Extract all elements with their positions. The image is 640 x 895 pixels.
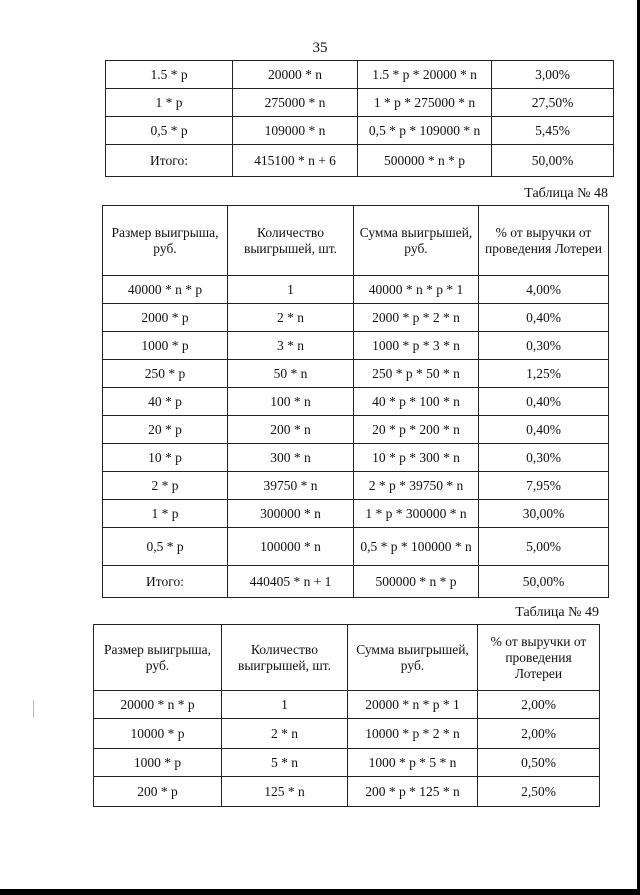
- revenue-percent-cell: 50,00%: [492, 145, 614, 177]
- total-row: [103, 566, 609, 598]
- prize-sum-cell: 0,5 * p * 100000 * n: [354, 528, 479, 566]
- prize-table-48: [102, 205, 609, 598]
- scan-mark: [33, 700, 34, 718]
- revenue-percent-cell: 0,40%: [479, 416, 609, 444]
- table-row: [106, 89, 614, 117]
- prize-size-cell: 0,5 * p: [106, 117, 233, 145]
- header-prize-count: Количество выигрышей, шт.: [222, 625, 348, 691]
- prize-sum-cell: 1 * p * 275000 * n: [358, 89, 492, 117]
- prize-count-cell: 275000 * n: [233, 89, 358, 117]
- revenue-percent-cell: 0,40%: [479, 304, 609, 332]
- revenue-percent-cell: 0,30%: [479, 444, 609, 472]
- prize-count-cell: 100 * n: [228, 388, 354, 416]
- prize-count-cell: 1: [222, 691, 348, 719]
- prize-size-cell: 1 * p: [103, 500, 228, 528]
- revenue-percent-cell: 2,00%: [478, 691, 600, 719]
- prize-sum-cell: 2 * p * 39750 * n: [354, 472, 479, 500]
- prize-size-cell: 20 * p: [103, 416, 228, 444]
- prize-sum-cell: 250 * p * 50 * n: [354, 360, 479, 388]
- table-row: [103, 304, 609, 332]
- revenue-percent-cell: 50,00%: [479, 566, 609, 598]
- table-row: [94, 749, 600, 777]
- table-48-caption: Таблица № 48: [524, 186, 608, 201]
- prize-size-cell: 2 * p: [103, 472, 228, 500]
- table-row: [106, 117, 614, 145]
- prize-size-cell: 1000 * p: [103, 332, 228, 360]
- prize-size-cell: 1000 * p: [94, 749, 222, 777]
- revenue-percent-cell: 0,40%: [479, 388, 609, 416]
- header-revenue-percent: % от выручки от проведения Лотереи: [478, 625, 600, 691]
- table-row: [94, 777, 600, 807]
- prize-count-cell: 50 * n: [228, 360, 354, 388]
- prize-sum-cell: 40000 * n * p * 1: [354, 276, 479, 304]
- prize-count-cell: 300 * n: [228, 444, 354, 472]
- table-row: [103, 360, 609, 388]
- header-row: [94, 625, 600, 691]
- header-prize-size: Размер выигрыша, руб.: [103, 206, 228, 276]
- table-49-caption: Таблица № 49: [515, 605, 599, 620]
- prize-count-cell: 109000 * n: [233, 117, 358, 145]
- prize-size-cell: 2000 * p: [103, 304, 228, 332]
- prize-size-cell: 1.5 * p: [106, 61, 233, 89]
- revenue-percent-cell: 7,95%: [479, 472, 609, 500]
- prize-sum-cell: 1000 * p * 3 * n: [354, 332, 479, 360]
- revenue-percent-cell: 0,50%: [478, 749, 600, 777]
- prize-table-continued: [105, 60, 614, 177]
- prize-count-cell: 5 * n: [222, 749, 348, 777]
- prize-size-cell: 20000 * n * p: [94, 691, 222, 719]
- table-row: [103, 332, 609, 360]
- revenue-percent-cell: 5,00%: [479, 528, 609, 566]
- revenue-percent-cell: 2,00%: [478, 719, 600, 749]
- header-prize-size: Размер выигрыша, руб.: [94, 625, 222, 691]
- table-row: [103, 416, 609, 444]
- table-row: [103, 444, 609, 472]
- prize-sum-cell: 500000 * n * p: [358, 145, 492, 177]
- prize-sum-cell: 1 * p * 300000 * n: [354, 500, 479, 528]
- table-row: [103, 472, 609, 500]
- total-label-cell: Итого:: [106, 145, 233, 177]
- header-revenue-percent: % от выручки от проведения Лотереи: [479, 206, 609, 276]
- prize-size-cell: 1 * p: [106, 89, 233, 117]
- revenue-percent-cell: 3,00%: [492, 61, 614, 89]
- table-row: [103, 388, 609, 416]
- prize-count-cell: 415100 * n + 6: [233, 145, 358, 177]
- prize-count-cell: 100000 * n: [228, 528, 354, 566]
- prize-count-cell: 440405 * n + 1: [228, 566, 354, 598]
- prize-count-cell: 20000 * n: [233, 61, 358, 89]
- table-row: [106, 61, 614, 89]
- prize-size-cell: 10000 * p: [94, 719, 222, 749]
- total-row: [106, 145, 614, 177]
- page-number: 35: [312, 40, 328, 56]
- revenue-percent-cell: 30,00%: [479, 500, 609, 528]
- table-row: [94, 691, 600, 719]
- revenue-percent-cell: 27,50%: [492, 89, 614, 117]
- prize-count-cell: 300000 * n: [228, 500, 354, 528]
- prize-sum-cell: 20000 * n * p * 1: [348, 691, 478, 719]
- prize-sum-cell: 1000 * p * 5 * n: [348, 749, 478, 777]
- prize-size-cell: 200 * p: [94, 777, 222, 807]
- prize-sum-cell: 10000 * p * 2 * n: [348, 719, 478, 749]
- header-prize-count: Количество выигрышей, шт.: [228, 206, 354, 276]
- prize-size-cell: 0,5 * p: [103, 528, 228, 566]
- prize-count-cell: 2 * n: [222, 719, 348, 749]
- prize-count-cell: 125 * n: [222, 777, 348, 807]
- prize-count-cell: 200 * n: [228, 416, 354, 444]
- prize-size-cell: 40000 * n * p: [103, 276, 228, 304]
- prize-table-49: [93, 624, 600, 807]
- prize-sum-cell: 2000 * p * 2 * n: [354, 304, 479, 332]
- table-row: [103, 500, 609, 528]
- header-prize-sum: Сумма выигрышей, руб.: [354, 206, 479, 276]
- table-row: [103, 276, 609, 304]
- header-row: [103, 206, 609, 276]
- prize-sum-cell: 500000 * n * p: [354, 566, 479, 598]
- prize-count-cell: 3 * n: [228, 332, 354, 360]
- total-label-cell: Итого:: [103, 566, 228, 598]
- prize-count-cell: 2 * n: [228, 304, 354, 332]
- revenue-percent-cell: 5,45%: [492, 117, 614, 145]
- prize-count-cell: 39750 * n: [228, 472, 354, 500]
- prize-sum-cell: 40 * p * 100 * n: [354, 388, 479, 416]
- header-prize-sum: Сумма выигрышей, руб.: [348, 625, 478, 691]
- prize-sum-cell: 1.5 * p * 20000 * n: [358, 61, 492, 89]
- revenue-percent-cell: 2,50%: [478, 777, 600, 807]
- prize-count-cell: 1: [228, 276, 354, 304]
- revenue-percent-cell: 1,25%: [479, 360, 609, 388]
- revenue-percent-cell: 0,30%: [479, 332, 609, 360]
- revenue-percent-cell: 4,00%: [479, 276, 609, 304]
- prize-size-cell: 250 * p: [103, 360, 228, 388]
- prize-sum-cell: 20 * p * 200 * n: [354, 416, 479, 444]
- prize-size-cell: 40 * p: [103, 388, 228, 416]
- prize-sum-cell: 0,5 * p * 109000 * n: [358, 117, 492, 145]
- prize-sum-cell: 200 * p * 125 * n: [348, 777, 478, 807]
- table-row: [103, 528, 609, 566]
- prize-sum-cell: 10 * p * 300 * n: [354, 444, 479, 472]
- prize-size-cell: 10 * p: [103, 444, 228, 472]
- table-row: [94, 719, 600, 749]
